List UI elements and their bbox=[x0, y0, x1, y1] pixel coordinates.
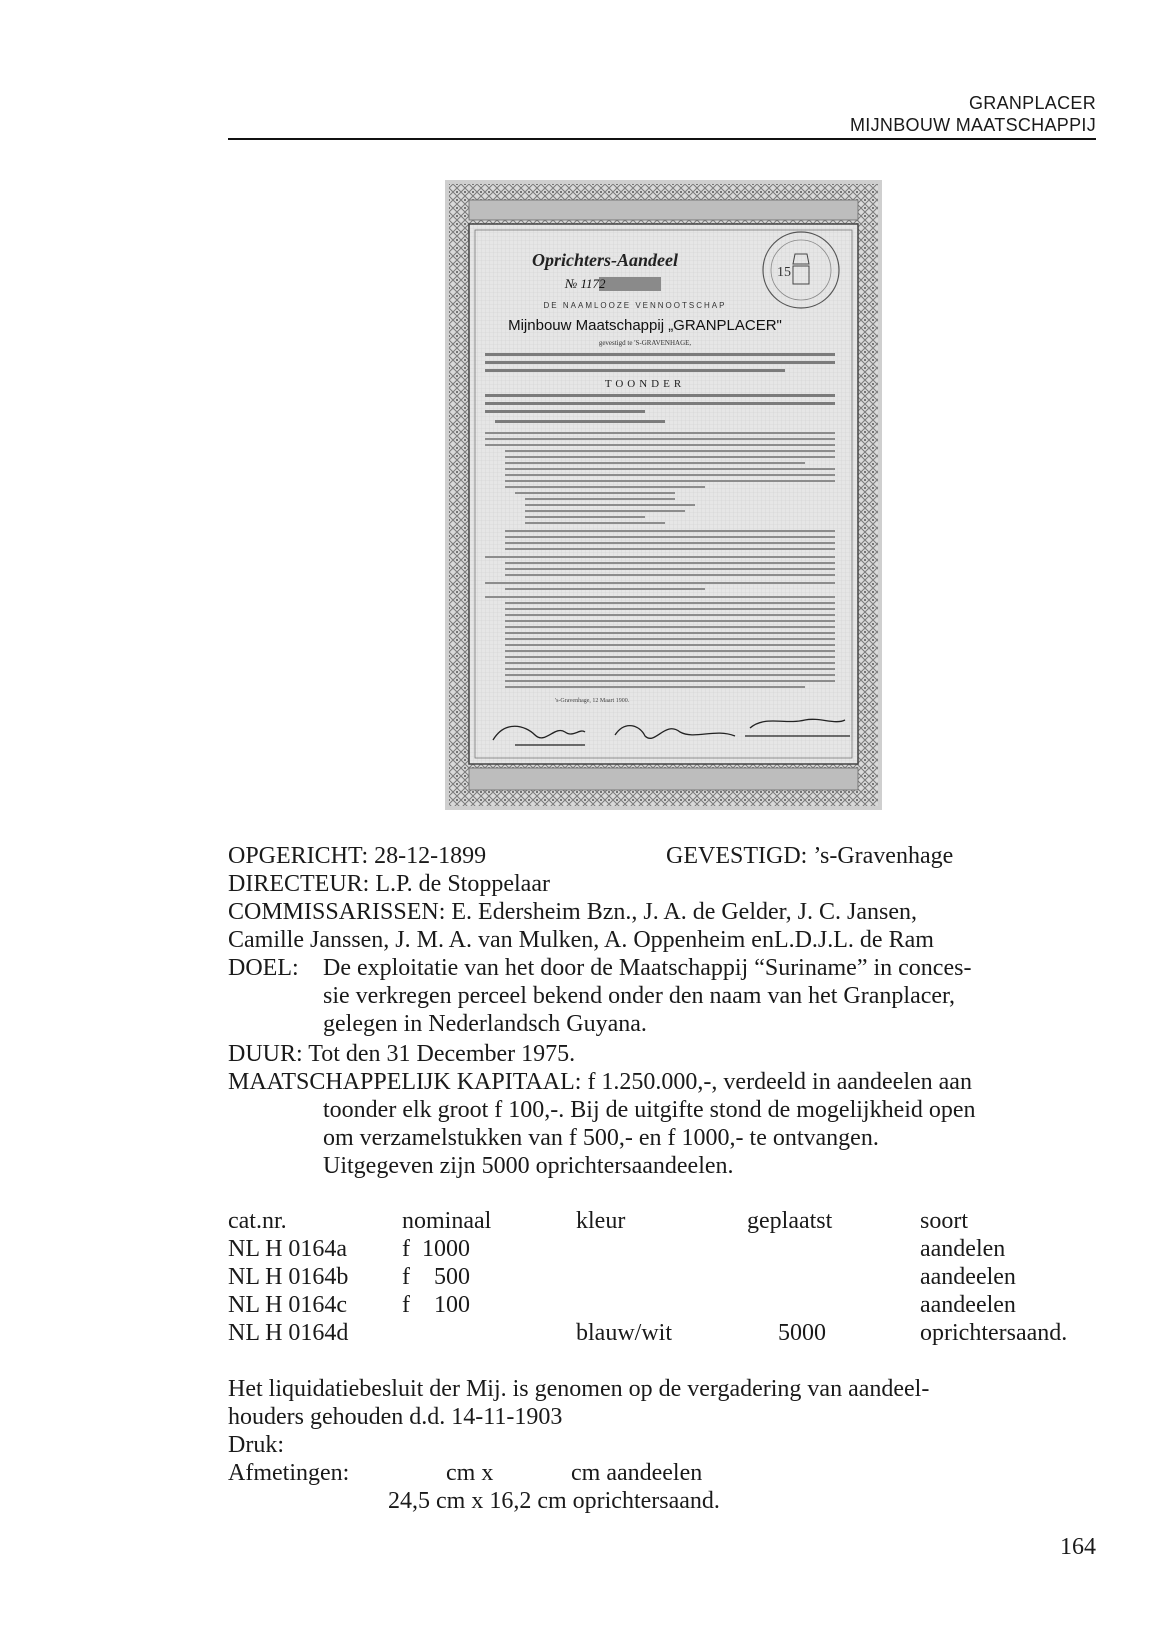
table-header-soort: soort bbox=[920, 1208, 968, 1234]
commissarissen-line-2: Camille Janssen, J. M. A. van Mulken, A. Oppenheim enL.D.J.L. de Ram bbox=[228, 927, 934, 953]
duur: DUUR: Tot den 31 December 1975. bbox=[228, 1041, 576, 1067]
row-nominaal: f 100 bbox=[402, 1292, 470, 1318]
liquidatie-line-1: Het liquidatiebesluit der Mij. is genomen op de vergadering van aandeel- bbox=[228, 1376, 930, 1402]
doel-line-3: gelegen in Nederlandsch Guyana. bbox=[323, 1011, 647, 1037]
row-soort: aandeelen bbox=[920, 1292, 1016, 1318]
row-nominaal: f 500 bbox=[402, 1264, 470, 1290]
row-catnr: NL H 0164c bbox=[228, 1292, 348, 1318]
certificate-number: № 1172 bbox=[565, 276, 606, 291]
row-nominaal: f 1000 bbox=[402, 1236, 470, 1262]
row-catnr: NL H 0164a bbox=[228, 1236, 348, 1262]
kapitaal-line-2: toonder elk groot f 100,-. Bij de uitgifte stond de mogelijkheid open bbox=[323, 1097, 976, 1123]
directeur: DIRECTEUR: L.P. de Stoppelaar bbox=[228, 871, 550, 897]
header-rule bbox=[228, 138, 1096, 140]
gevestigd: GEVESTIGD: ’s-Gravenhage bbox=[666, 843, 954, 869]
doel-line-1: De exploitatie van het door de Maatschappij “Suriname” in conces- bbox=[323, 955, 972, 981]
row-soort: aandeelen bbox=[920, 1264, 1016, 1290]
stamp-value: 15 bbox=[777, 265, 791, 280]
commissarissen-line-1: COMMISSARISSEN: E. Edersheim Bzn., J. A. de Gelder, J. C. Jansen, bbox=[228, 899, 918, 925]
table-header-geplaatst: geplaatst bbox=[747, 1208, 833, 1234]
header-line-1: GRANPLACER bbox=[968, 93, 1096, 113]
row-kleur: blauw/wit bbox=[576, 1320, 672, 1346]
table-header-catnr: cat.nr. bbox=[228, 1208, 287, 1234]
afmetingen-cmx: cm x bbox=[446, 1460, 494, 1486]
afmetingen-aandeelen: cm aandeelen bbox=[571, 1460, 703, 1486]
certificate-seat: gevestigd te 'S-GRAVENHAGE, bbox=[598, 339, 692, 347]
certificate-company: Mijnbouw Maatschappij „GRANPLACER" bbox=[508, 317, 782, 334]
kapitaal-line-1: MAATSCHAPPELIJK KAPITAAL: f 1.250.000,-, verdeeld in aandeelen aan bbox=[228, 1069, 972, 1095]
doel-line-2: sie verkregen perceel bekend onder den naam van het Granplacer, bbox=[323, 983, 956, 1009]
kapitaal-line-4: Uitgegeven zijn 5000 oprichtersaandeelen. bbox=[323, 1153, 734, 1179]
page-number: 164 bbox=[1060, 1534, 1096, 1560]
row-soort: aandelen bbox=[920, 1236, 1006, 1262]
certificate-number-box bbox=[599, 277, 661, 291]
kapitaal-line-3: om verzamelstukken van f 500,- en f 1000,- te ontvangen. bbox=[323, 1125, 879, 1151]
afmetingen-oprichtersaand: 24,5 cm x 16,2 cm oprichtersaand. bbox=[388, 1488, 720, 1514]
row-geplaatst: 5000 bbox=[778, 1320, 826, 1346]
table-header-kleur: kleur bbox=[576, 1208, 626, 1234]
row-catnr: NL H 0164d bbox=[228, 1320, 349, 1346]
row-catnr: NL H 0164b bbox=[228, 1264, 349, 1290]
certificate-image bbox=[445, 180, 882, 810]
certificate-subtitle: DE NAAMLOOZE VENNOOTSCHAP bbox=[543, 301, 727, 310]
certificate-date-line: 's-Gravenhage, 12 Maart 1900. bbox=[555, 698, 630, 704]
row-soort: oprichtersaand. bbox=[920, 1320, 1068, 1346]
certificate-intro-text bbox=[485, 353, 835, 372]
header-line-2: MIJNBOUW MAATSCHAPPIJ bbox=[850, 115, 1096, 135]
afmetingen-label: Afmetingen: bbox=[228, 1460, 350, 1486]
table-header-nominaal: nominaal bbox=[402, 1208, 492, 1234]
opgericht: OPGERICHT: 28-12-1899 bbox=[228, 843, 487, 869]
liquidatie-line-2: houders gehouden d.d. 14-11-1903 bbox=[228, 1404, 563, 1430]
running-header bbox=[850, 92, 1096, 136]
certificate-bearer: TOONDER bbox=[604, 378, 686, 390]
doel-label: DOEL: bbox=[228, 955, 299, 981]
certificate-title: Oprichters-Aandeel bbox=[532, 250, 678, 270]
druk: Druk: bbox=[228, 1432, 284, 1458]
